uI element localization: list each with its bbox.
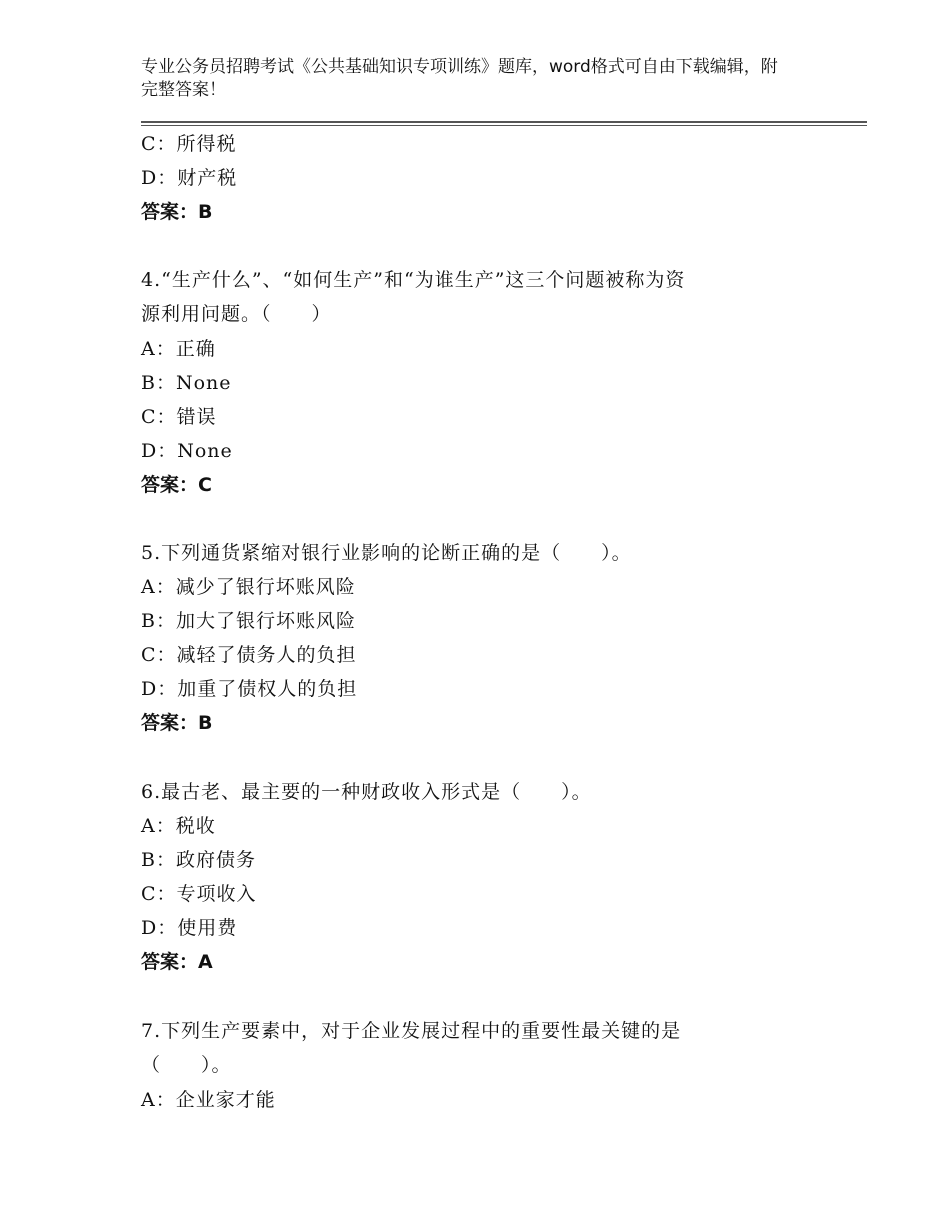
option-line: C：专项收入 — [141, 883, 257, 905]
header-rule-thick — [141, 121, 867, 123]
answer-line: 答案：C — [141, 474, 212, 496]
question-stem: 源利用问题。（ ） — [141, 303, 332, 325]
header-rule-thin — [141, 125, 867, 126]
question-stem: 4.“生产什么”、“如何生产”和“为谁生产”这三个问题被称为资 — [141, 269, 686, 291]
option-line: D：加重了债权人的负担 — [141, 678, 358, 700]
option-line: D：财产税 — [141, 167, 238, 189]
option-line: A：企业家才能 — [141, 1089, 276, 1111]
option-line: D：None — [141, 440, 233, 462]
option-line: C：减轻了债务人的负担 — [141, 644, 357, 666]
option-line: C：错误 — [141, 406, 217, 428]
option-line: A：正确 — [141, 338, 216, 360]
page-header — [141, 56, 791, 102]
answer-line: 答案：A — [141, 951, 213, 973]
option-line: B：政府债务 — [141, 849, 256, 871]
option-line: D：使用费 — [141, 917, 238, 939]
answer-line: 答案：B — [141, 201, 213, 223]
option-line: A：税收 — [141, 815, 216, 837]
question-stem: （ ）。 — [141, 1054, 232, 1076]
option-line: C：所得税 — [141, 133, 237, 155]
question-stem: 6.最古老、最主要的一种财政收入形式是（ ）。 — [141, 781, 592, 803]
question-stem: 5.下列通货紧缩对银行业影响的论断正确的是（ ）。 — [141, 542, 632, 564]
header-text: 专业公务员招聘考试《公共基础知识专项训练》题库，word格式可自由下载编辑，附完整答案！ — [141, 57, 778, 100]
answer-line: 答案：B — [141, 712, 213, 734]
option-line: A：减少了银行坏账风险 — [141, 576, 356, 598]
option-line: B：None — [141, 372, 232, 394]
question-stem: 7.下列生产要素中，对于企业发展过程中的重要性最关键的是 — [141, 1020, 682, 1042]
option-line: B：加大了银行坏账风险 — [141, 610, 356, 632]
